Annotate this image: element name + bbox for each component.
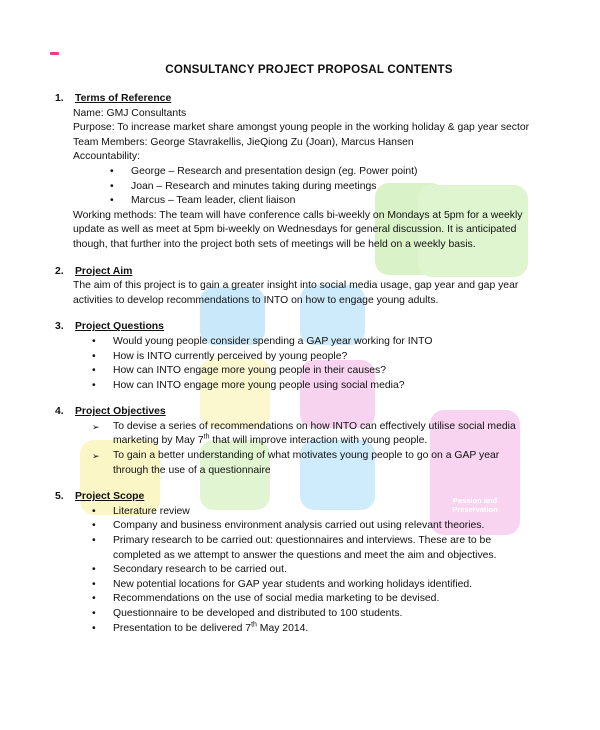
section-heading (55, 405, 535, 420)
section-heading (55, 265, 535, 280)
section-project-scope (55, 490, 535, 636)
section-number: 3. (55, 321, 64, 333)
list-item: • New potential locations for GAP year students and working holidays identified. (92, 578, 535, 593)
working-methods: Working methods: The team will have conference calls bi-weekly on Mondays at 5pm for a weekly update as well as meet at 5pm bi-weekly on Wednesdays for general discussion. It is anticipated though, that further into the project both sets of meetings will be held on a weekly basis. (73, 209, 523, 250)
aim-text: The aim of this project is to gain a greater insight into social media usage, gap year and gap year activities to develop recommendations to INTO on how to engage young adults. (73, 280, 519, 306)
scope-text: Presentation to be delivered 7 (113, 622, 252, 634)
objective-text-cont: that will improve interaction with young people. (209, 435, 428, 447)
questions-list (55, 335, 535, 393)
scope-text-cont: May 2014. (256, 622, 309, 634)
section-number: 1. (55, 93, 64, 104)
list-item: • How is INTO currently perceived by young people? (92, 350, 535, 365)
document-content (55, 62, 535, 648)
section-heading (55, 92, 535, 107)
section-title: Project Questions (75, 321, 164, 333)
list-item (92, 622, 535, 637)
team-members: Team Members: George Stavrakellis, JieQiong Zu (Joan), Marcus Hansen (73, 136, 414, 148)
section-heading (55, 320, 535, 335)
ordinal-suffix: th (203, 434, 210, 441)
accountability-list (73, 165, 535, 209)
section-title: Project Scope (75, 491, 145, 503)
section-project-questions (55, 320, 535, 393)
section-terms-of-reference (55, 92, 535, 253)
ordinal-suffix: th (251, 621, 257, 629)
list-item (92, 420, 535, 449)
objectives-list (55, 420, 535, 478)
objective-text: To devise a series of recommendations on how INTO can effectively utilise social media marketing by May 7 (113, 420, 516, 447)
purpose: Purpose: To increase market share amongst young people in the working holiday & gap year sector (73, 122, 530, 134)
list-item: • Questionnaire to be developed and distributed to 100 students. (92, 607, 535, 622)
list-item: • Marcus – Team leader, client liaison (110, 194, 535, 209)
scope-list (55, 505, 535, 636)
accountability-label: Accountability: (73, 151, 140, 163)
section-number: 5. (55, 491, 64, 503)
list-item: • How can INTO engage more young people in their causes? (92, 364, 535, 379)
section-number: 2. (55, 265, 64, 277)
section-body (73, 107, 535, 253)
list-item: • Company and business environment analysis carried out using relevant theories. (92, 519, 535, 534)
list-item: • George – Research and presentation design (eg. Power point) (110, 165, 535, 180)
section-title: Project Aim (75, 265, 133, 277)
section-project-aim (55, 265, 535, 309)
section-title: Terms of Reference (75, 93, 172, 104)
section-number: 4. (55, 406, 64, 418)
section-body (73, 279, 535, 308)
list-item: • Would young people consider spending a GAP year working for INTO (92, 335, 535, 350)
section-project-objectives (55, 405, 535, 478)
corner-mark (50, 52, 59, 55)
list-item: • How can INTO engage more young people using social media? (92, 379, 535, 394)
page-title: CONSULTANCY PROJECT PROPOSAL CONTENTS (165, 63, 453, 76)
section-heading (55, 490, 535, 505)
list-item: • Joan – Research and minutes taking during meetings (110, 180, 535, 195)
list-item: • Secondary research to be carried out. (92, 563, 535, 578)
watermark-caption: Passion and Preservation (452, 496, 498, 514)
section-title: Project Objectives (75, 406, 166, 418)
list-item: • Literature review (92, 505, 535, 520)
list-item: ➢ To gain a better understanding of what motivates young people to go on a GAP year through the use of a questionnaire (92, 449, 535, 478)
list-item: • Recommendations on the use of social media marketing to be devised. (92, 592, 535, 607)
list-item: • Primary research to be carried out: questionnaires and interviews. These are to be completed as we attempt to answer the questions and meet the aim and objectives. (92, 534, 535, 563)
client-name: Name: GMJ Consultants (73, 107, 187, 119)
